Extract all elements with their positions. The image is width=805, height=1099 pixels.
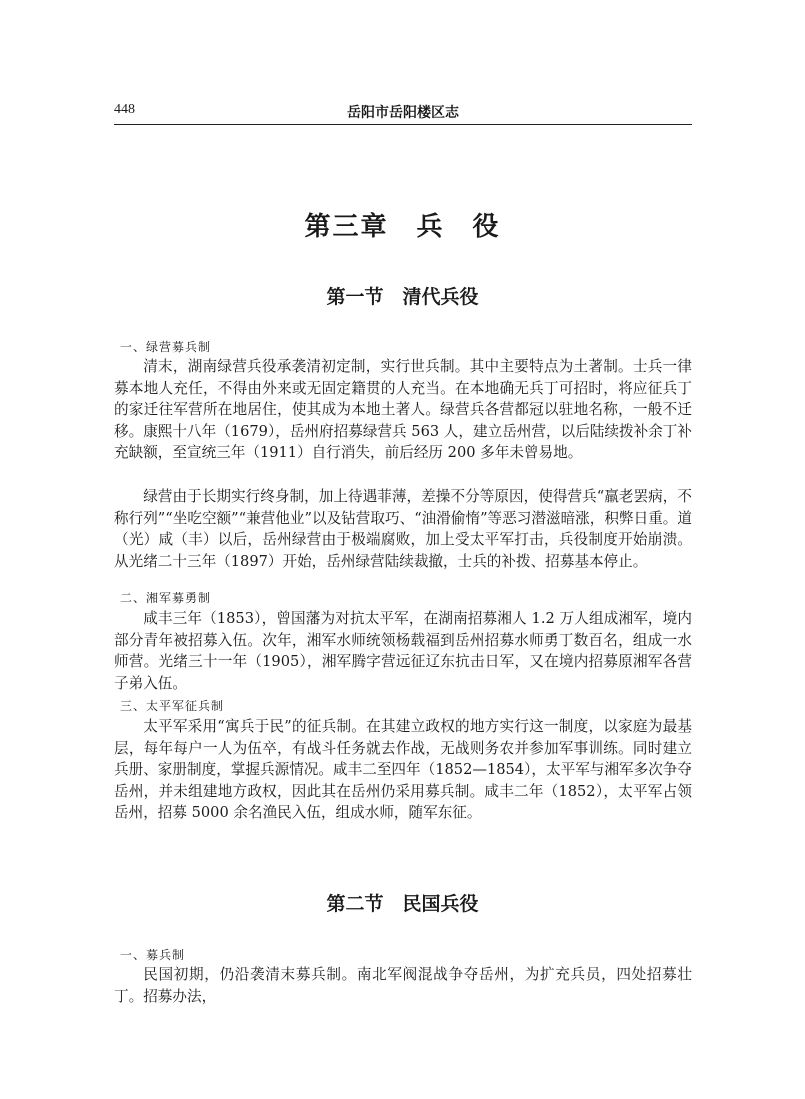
paragraph: 清末，湖南绿营兵役承袭清初定制，实行世兵制。其中主要特点为土著制。士兵一律募本地人充任，不得由外来或无固定籍贯的人充当。在本地确无兵丁可招时，将应征兵丁的家迁往军营所在地居住，使其成为本地土著人。绿营兵各营都冠以驻地名称，一般不迁移。康熙十八年（1679），岳州府招募绿营兵 563 人，建立岳州营，以后陆续拨补余丁补充缺额，至宣统三年（1911）自行消失，前后经历 200 多年未曾易地。 [114, 358, 692, 462]
page-number: 448 [114, 102, 135, 117]
paragraph: 咸丰三年（1853），曾国藩为对抗太平军，在湖南招募湘人 1.2 万人组成湘军，境内部分青年被招募入伍。次年，湘军水师统领杨载福到岳州招募水师勇丁数百名，组成一水师营。光绪三十一年（1905），湘军腾字营远征辽东抗击日军，又在境内招募原湘军各营子弟入伍。 [114, 610, 692, 692]
section-title: 第二节 民国兵役 [326, 893, 479, 915]
subsection-heading: 二、湘军募勇制 [120, 591, 212, 605]
paragraph: 太平军采用“寓兵于民”的征兵制。在其建立政权的地方实行这一制度，以家庭为最基层，每年每户一人为伍卒，有战斗任务就去作战，无战则务农并参加军事训练。同时建立兵册、家册制度，掌握兵源情况。咸丰二至四年（1852—1854），太平军与湘军多次争夺岳州，并未组建地方政权，因此其在岳州仍采用募兵制。咸丰二年（1852），太平军占领岳州，招募 5000 余名渔民入伍，组成水师，随军东征。 [114, 718, 692, 822]
subsection-heading: 一、募兵制 [120, 948, 186, 962]
subsection-heading: 一、绿营募兵制 [120, 340, 212, 354]
section-title: 第一节 清代兵役 [326, 286, 479, 308]
book-title: 岳阳市岳阳楼区志 [347, 105, 459, 121]
subsection-heading: 三、太平军征兵制 [120, 699, 225, 713]
running-header [114, 102, 692, 125]
chapter-title: 第三章 兵 役 [304, 212, 501, 242]
paragraph: 绿营由于长期实行终身制，加上待遇菲薄，差操不分等原因，使得营兵“羸老罢病，不称行列”“坐吃空额”“兼营他业”以及钻营取巧、“油滑偷惰”等恶习潜滋暗涨，积弊日重。道（光）咸（丰）以后，岳州绿营由于极端腐败，加上受太平军打击，兵役制度开始崩溃。从光绪二十三年（1897）开始，岳州绿营陆续裁撤，士兵的补拨、招募基本停止。 [114, 488, 692, 570]
paragraph: 民国初期，仍沿袭清末募兵制。南北军阀混战争夺岳州，为扩充兵员，四处招募壮丁。招募办法， [114, 966, 692, 1005]
